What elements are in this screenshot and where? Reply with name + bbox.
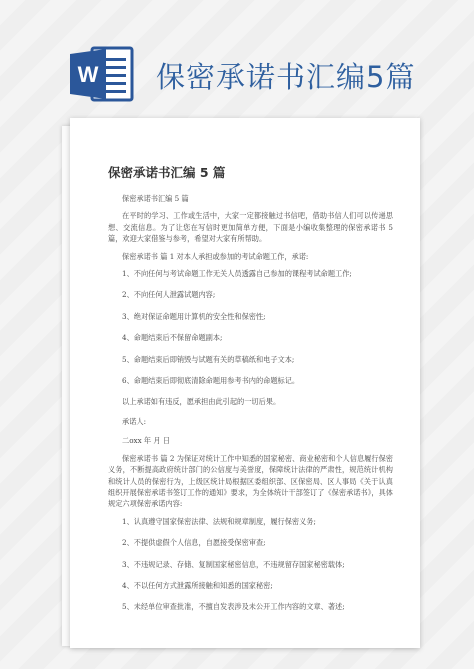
list-item: 3、不违规记录、存储、复制国家秘密信息，不违规留存国家秘密载体;	[122, 559, 345, 569]
list-item: 2、不向任何人泄露试题内容;	[122, 290, 216, 300]
document-title: 保密承诺书汇编 5 篇	[108, 165, 226, 180]
paragraph: 保密承诺书 篇 2 为保证对统计工作中知悉的国家秘密、商业秘密和个人信息履行保密义务，不断提高政府统计部门的公信度与美誉度，保障统计法律的严肃性，规范统计机构和统计人员的保密行为，上级区统计局根据区委组织部、区保密局、区人事局《关于认真组织开展保密承诺书签订工作的通知》要求，为全体统计干部签订了《保密承诺书》，具体规定六项保密承诺内容:	[108, 453, 393, 509]
list-item: 5、未经单位审查批准，不擅自发表涉及未公开工作内容的文章、著述;	[122, 602, 345, 612]
list-item: 2、不提供虚假个人信息，自愿接受保密审查;	[122, 538, 266, 548]
word-icon	[70, 46, 134, 102]
svg-text:W: W	[77, 62, 99, 87]
date-line: 二oxx 年 月 日	[122, 436, 171, 446]
document-body	[108, 163, 393, 623]
signature-line: 承诺人:	[122, 416, 146, 426]
list-item: 6、命题结束后即彻底清除命题用参考书内的命题标记。	[122, 376, 300, 386]
list-item: 3、绝对保证命题用计算机的安全性和保密性;	[122, 311, 266, 321]
paragraph: 保密承诺书汇编 5 篇	[122, 194, 189, 203]
document-page	[70, 118, 420, 648]
header	[0, 0, 474, 110]
paragraph: 以上承诺如有违反，愿承担由此引起的一切后果。	[122, 397, 281, 407]
paragraph: 保密承诺书 篇 1 对本人承担或参加的考试命题工作，承诺:	[122, 251, 309, 261]
paragraph: 在平时的学习、工作或生活中，大家一定都接触过书信吧，借助书信人们可以传递思想、交流信息。为了让您在写信时更加简单方便，下面是小编收集整理的保密承诺书 5 篇，欢迎大家借鉴与参考，希望对大家有所帮助。	[108, 211, 393, 244]
list-item: 4、命题结束后不保留命题副本;	[122, 333, 223, 343]
header-title: 保密承诺书汇编5篇	[156, 60, 416, 94]
list-item: 4、不以任何方式泄露所接触和知悉的国家秘密;	[122, 580, 273, 590]
list-item: 5、命题结束后即销毁与试题有关的草稿纸和电子文本;	[122, 354, 295, 364]
list-item: 1、认真遵守国家保密法律、法规和规章制度，履行保密义务;	[122, 516, 316, 526]
list-item: 1、不向任何与考试命题工作无关人员透露自己参加的课程考试命题工作;	[122, 269, 352, 279]
